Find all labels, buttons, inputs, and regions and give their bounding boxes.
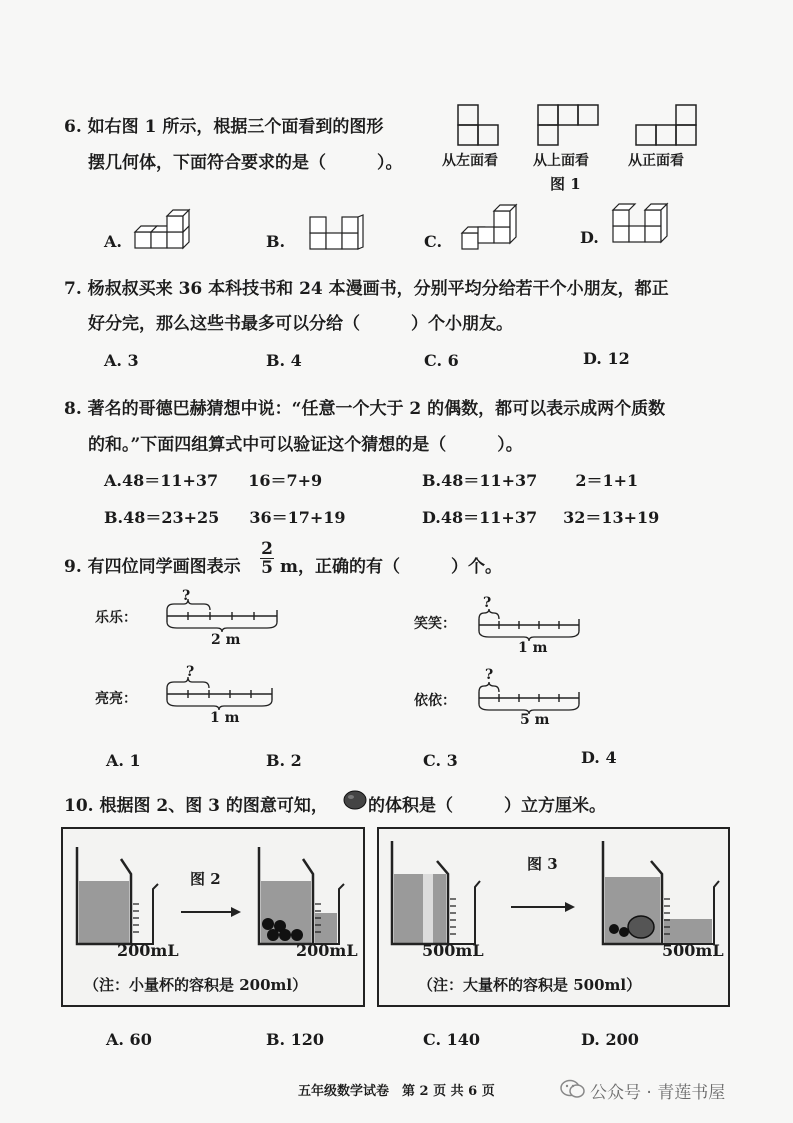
q8-option-c: B.48＝23+25 36＝17+19	[104, 508, 346, 527]
q9-option-c: C. 3	[423, 751, 458, 770]
student-lele-total: 2 m	[211, 632, 241, 648]
student-yiyi-total: 5 m	[520, 712, 550, 728]
q8-option-a: A.48＝11+37 16＝7+9	[104, 471, 323, 490]
q8-d-eq2: 32＝13+19	[563, 508, 660, 527]
q7-option-b: B. 4	[266, 351, 302, 370]
student-liangliang-name: 亮亮：	[95, 691, 137, 707]
q9-prefix: 9. 有四位同学画图表示	[64, 557, 241, 577]
q7-option-a: A. 3	[104, 351, 139, 370]
q8-a-eq1: 48＝11+37	[121, 471, 219, 490]
q10-suffix: 的体积是（ ）立方厘米。	[368, 796, 606, 816]
figure-2-left-volume: 200mL	[117, 941, 179, 960]
q6-option-d-label: D.	[580, 228, 599, 247]
q10-option-c: C. 140	[423, 1030, 480, 1049]
q8-line2: 的和。”下面四组算式中可以验证这个猜想的是（ ）。	[88, 435, 523, 455]
figure-2-title: 图 2	[190, 870, 221, 888]
view-front-label: 从正面看	[628, 153, 684, 169]
q6-option-b-label: B.	[266, 232, 286, 251]
page-footer: 五年级数学试卷 第 2 页 共 6 页	[298, 1084, 495, 1099]
figure-2-note: （注：小量杯的容积是 200ml）	[84, 976, 308, 994]
q7-line1: 7. 杨叔叔买来 36 本科技书和 24 本漫画书，分别平均分给若干个小朋友，都正	[64, 279, 669, 299]
q9-suffix: m，正确的有（ ）个。	[280, 557, 502, 577]
q6-line1: 6. 如右图 1 所示，根据三个面看到的图形	[64, 117, 384, 137]
q8-b-eq1: 48＝11+37	[441, 471, 538, 490]
figure-1-label: 图 1	[550, 175, 581, 193]
stone-icon	[342, 788, 368, 812]
q10-prefix: 10. 根据图 2、图 3 的图意可知，	[64, 796, 328, 816]
q10-option-a: A. 60	[106, 1030, 152, 1049]
figure-3-title: 图 3	[527, 855, 558, 873]
figure-3-note: （注：大量杯的容积是 500ml）	[418, 976, 642, 994]
view-top-label: 从上面看	[533, 153, 589, 169]
figure-2-right-volume: 200mL	[296, 941, 358, 960]
q6-option-a-label: A.	[104, 232, 122, 251]
student-liangliang-total: 1 m	[210, 710, 240, 726]
q6-line2: 摆几何体，下面符合要求的是（ ）。	[88, 153, 403, 173]
figure-2-drawing	[63, 829, 361, 959]
student-xiaoxiao-total: 1 m	[518, 640, 548, 656]
student-xiaoxiao-question: ?	[483, 595, 492, 611]
q6-cubes-a	[130, 210, 200, 255]
q6-cubes-c	[458, 205, 528, 255]
student-yiyi-question: ?	[485, 667, 494, 683]
q8-option-d: D.48＝11+37 32＝13+19	[422, 508, 660, 527]
q7-option-c: C. 6	[424, 351, 459, 370]
q6-cubes-d	[608, 200, 678, 250]
figure-3-drawing	[379, 829, 726, 959]
q9-fraction: 2 5	[261, 539, 273, 578]
q9-option-b: B. 2	[266, 751, 302, 770]
wechat-icon	[560, 1078, 586, 1100]
q10-option-b: B. 120	[266, 1030, 325, 1049]
q8-c-eq1: 48＝23+25	[123, 508, 220, 527]
student-lele-name: 乐乐：	[95, 610, 137, 626]
view-left-label: 从左面看	[442, 153, 498, 169]
student-yiyi-name: 依依：	[414, 693, 456, 709]
figure-3-left-volume: 500mL	[422, 941, 484, 960]
q9-option-d: D. 4	[581, 748, 617, 767]
student-xiaoxiao-diagram	[474, 603, 589, 643]
q8-d-eq1: 48＝11+37	[440, 508, 538, 527]
q6-option-c-label: C.	[424, 232, 443, 251]
q8-c-eq2: 36＝17+19	[249, 508, 346, 527]
q8-a-eq2: 16＝7+9	[248, 471, 323, 490]
q9-option-a: A. 1	[106, 751, 141, 770]
q7-option-d: D. 12	[583, 349, 630, 368]
student-lele-question: ?	[182, 588, 191, 604]
q8-line1: 8. 著名的哥德巴赫猜想中说：“任意一个大于 2 的偶数，都可以表示成两个质数	[64, 399, 666, 419]
q10-option-d: D. 200	[581, 1030, 639, 1049]
q8-b-eq2: 2＝1+1	[575, 471, 639, 490]
q7-line2: 好分完，那么这些书最多可以分给（ ）个小朋友。	[88, 314, 513, 334]
q8-option-b: B.48＝11+37 2＝1+1	[422, 471, 639, 490]
q6-cubes-b	[305, 215, 375, 255]
figure-3-right-volume: 500mL	[662, 941, 724, 960]
student-lele-diagram	[162, 594, 282, 634]
watermark: 公众号 · 青莲书屋	[590, 1083, 726, 1103]
student-liangliang-diagram	[162, 672, 282, 714]
student-xiaoxiao-name: 笑笑：	[414, 616, 456, 632]
student-liangliang-question: ?	[186, 664, 195, 680]
